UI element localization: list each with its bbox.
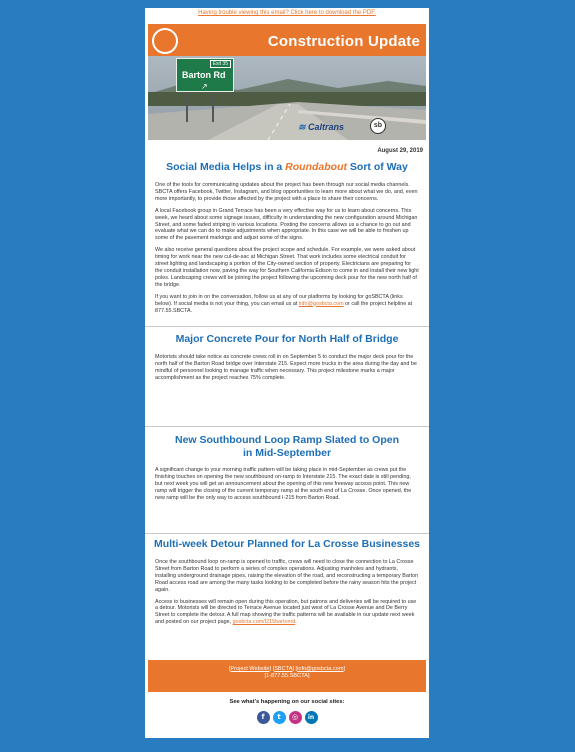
section-divider <box>145 533 429 534</box>
section-detour <box>145 538 429 626</box>
bracket: ] [ <box>269 666 275 672</box>
bracket: ] [ <box>292 666 298 672</box>
social-heading: See what's happening on our social sites: <box>229 699 345 705</box>
caltrans-logo <box>298 122 344 133</box>
caltrans-text: Caltrans <box>308 122 345 132</box>
footer-email-link[interactable]: info@gosbcta.com <box>297 666 344 672</box>
title-prefix: Social Media Helps in a <box>166 161 286 173</box>
paragraph: A significant change to your morning traffic pattern will be taking place in mid-September as crews put the finishing touches on opening the new southbound on-ramp to Interstate 215. The exact date is still pending, but next week you will get an announcement about the opening of this new freeway access point. This new ramp will trigger the closing of the current temporary ramp at the south end of La Crosse. Once opened, the new ramp will be the only way to access southbound I-215 from Barton Road. <box>155 467 412 501</box>
paragraph: One of the tools for communicating updates about the project has been through our social media channels. SBCTA offers Facebook, Twitter, Instagram, and blog opportunities to learn more about what we do, and, even more importantly, to provide those affected by the project with a place to share their concerns. <box>155 182 418 202</box>
facebook-icon[interactable]: f <box>257 711 270 724</box>
bracket: [ <box>264 673 267 679</box>
section-title: Multi-week Detour Planned for La Crosse Businesses <box>153 538 421 550</box>
download-pdf-link[interactable]: Having trouble viewing this email? Click here to download the PDF. <box>198 10 376 16</box>
footer-phone <box>148 673 426 680</box>
section-title-line1: New Southbound Loop Ramp Slated to Open <box>175 434 399 446</box>
linkedin-icon[interactable]: in <box>305 711 318 724</box>
issue-date: August 29, 2019 <box>377 148 423 154</box>
twitter-icon[interactable]: t <box>273 711 286 724</box>
section-concrete-pour <box>145 333 429 382</box>
project-page-link[interactable]: gosbcta.com/I215bartonrd <box>232 619 296 626</box>
text-span: If you want to join in on the conversation, follow us at any of our platforms by looking for goSBCTA (links below). If social media is not your thing, you can email us at <box>155 293 403 307</box>
arrow-icon: ↗ <box>201 82 208 91</box>
paragraph: Once the southbound loop on-ramp is opened to traffic, crews will need to close the connection to La Crosse Street from Barton Road to perform a series of complex operations. Adjusting manholes and hydrants, installing underground drainage pipes, raising the elevation of the road, and reconstructing a temporary Barton Road access road are among the many tasks looking to be completed before the rainy season hits the project again. <box>155 559 419 593</box>
text-span: . <box>295 619 297 626</box>
exit-tab: Exit 35 <box>210 60 231 68</box>
section-divider <box>145 326 429 327</box>
footer-bar <box>148 660 426 692</box>
social-icons <box>145 711 429 724</box>
paragraph: We also receive general questions about the project scope and schedule. For example, we were asked about timing for work near the new cul-de-sac at Michigan Street. That work includes some electrical conduit for street lighting and landscaping a portion of the City-owned section of property. Electricians are preparing for the conduit installation now, paving the way for Southern California Edison to come in and install their new light poles. Landscaping crews will be joining the project following the upcoming deck pour for the new north half of the bridge. <box>155 247 419 288</box>
footer-links <box>148 666 426 673</box>
newsletter-title: Construction Update <box>267 33 420 50</box>
section-title <box>145 161 429 174</box>
section-loop-ramp <box>145 434 429 502</box>
section-social-media <box>145 161 429 314</box>
sbcta-link[interactable]: SBCTA <box>274 666 293 672</box>
sbcta-swirl-logo <box>152 28 178 54</box>
email-page <box>145 8 429 738</box>
paragraph: A local Facebook group in Grand Terrace has been a very effective way for us to learn about concerns. This week, we heard about some signage issues, difficulty in understanding the new configuration around Michigan Street, and some faded striping in various locations. Posting the concerns allows us a chance to go out and evaluate what we can do to make adjustments when appropriate. In this case we will be able to freshen up some of the pavement markings and adjust some of the signs. <box>155 207 418 242</box>
text-span: Access to businesses will remain open during this operation, but patrons and deliveries will be required to use a detour. Motorists will be directed to Terrace Avenue located just west of La Crosse Avenue and De Berry Street to complete the detour. A full map showing the traffic patterns will be available in our update next week and posted on our project page, <box>155 598 417 626</box>
header-banner <box>148 24 426 140</box>
email-link[interactable]: info@gosbcta.com <box>298 300 344 307</box>
section-title-line2: in Mid-September <box>242 447 332 459</box>
section-title: Major Concrete Pour for North Half of Bridge <box>175 333 399 345</box>
text-span: or call the project helpline at 877.55.SBCTA. <box>155 300 413 314</box>
bracket: [ <box>228 666 231 672</box>
instagram-icon[interactable]: ◎ <box>289 711 302 724</box>
bracket: ] <box>343 666 346 672</box>
road-sign-text: Barton Rd <box>182 70 226 80</box>
caltrans-wave-icon: ≋ <box>298 122 309 132</box>
section-divider <box>145 426 429 427</box>
project-website-link[interactable]: Project Website <box>230 666 270 672</box>
paragraph: Motorists should take notice as concrete crews roll in on September 5 to conduct the major deck pour for the north half of the Barton Road bridge over Interstate 215. Expect more trucks in the area during the day and be mindful of personnel looking to manage traffic when necessary. This project milestone marks a major accomplishment as the project reaches 75% complete. <box>155 354 417 381</box>
sb-logo: sb <box>370 118 386 134</box>
paragraph <box>155 599 419 627</box>
barton-rd-sign <box>176 58 234 92</box>
bracket: ] <box>307 673 310 679</box>
title-suffix: Sort of Way <box>347 161 408 173</box>
paragraph <box>155 294 419 315</box>
title-emphasis: Roundabout <box>285 161 347 173</box>
phone-number: 1-877.55.SBCTA <box>266 673 308 679</box>
